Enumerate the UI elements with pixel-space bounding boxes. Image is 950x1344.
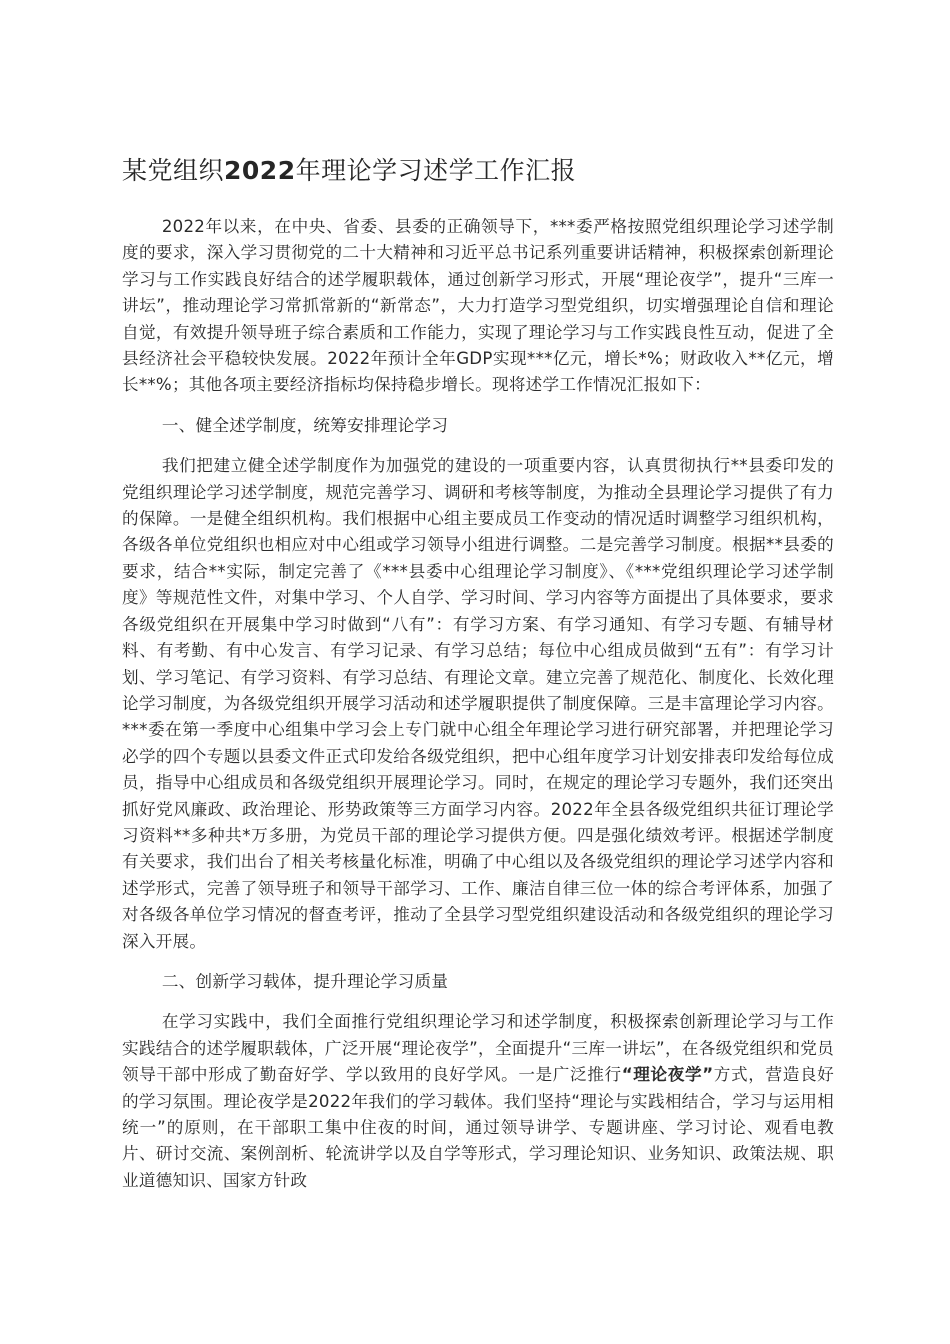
section-1-heading: 一、健全述学制度，统筹安排理论学习 <box>161 415 449 435</box>
section-2-body <box>122 1009 834 1194</box>
title-suffix: 年理论学习述学工作汇报 <box>295 156 577 185</box>
title-prefix: 某党组织 <box>122 156 225 185</box>
section-2-body-emphasis: “理论夜学” <box>621 1065 714 1085</box>
section-2-body-part-a: 在学习实践中，我们全面推行党组织理论学习和述学制度，积极探索创新理论学习与工作实践结合的述学履职载体，广泛开展“理论夜学”，全面提升“三库一讲坛”，在各级党组织和党员领导干部中形成了勤奋好学、学以致用的良好学风。一是广泛推行 <box>122 1012 834 1085</box>
document-page <box>122 150 834 1208</box>
section-2-heading: 二、创新学习载体，提升理论学习质量 <box>161 971 449 991</box>
section-2-body-part-b: 方式，营造良好的学习氛围。理论夜学是2022年我们的学习载体。我们坚持“理论与实践相结合，学习与运用相统一”的原则，在干部职工集中住夜的时间，通过领导讲学、专题讲座、学习讨论、观看电教片、研讨交流、案例剖析、轮流讲学以及自学等形式，学习理论知识、业务知识、政策法规、职业道德知识、国家方针政 <box>122 1065 835 1190</box>
section-1-body: 我们把建立健全述学制度作为加强党的建设的一项重要内容，认真贯彻执行**县委印发的党组织理论学习述学制度，规范完善学习、调研和考核等制度，为推动全县理论学习提供了有力的保障。一是健全组织机构。我们根据中心组主要成员工作变动的情况适时调整学习组织机构，各级各单位党组织也相应对中心组或学习领导小组进行调整。二是完善学习制度。根据**县委的要求，结合**实际，制定完善了《***县委中心组理论学习制度》、《***党组织理论学习述学制度》等规范性文件，对集中学习、个人自学、学习时间、学习内容等方面提出了具体要求，要求各级党组织在开展集中学习时做到“八有”：有学习方案、有学习通知、有学习专题、有辅导材料、有考勤、有中心发言、有学习记录、有学习总结；每位中心组成员做到“五有”：有学习计划、学习笔记、有学习资料、有学习总结、有理论文章。建立完善了规范化、制度化、长效化理论学习制度，为各级党组织开展学习活动和述学履职提供了制度保障。三是丰富理论学习内容。***委在第一季度中心组集中学习会上专门就中心组全年理论学习进行研究部署，并把理论学习必学的四个专题以县委文件正式印发给各级党组织，把中心组年度学习计划安排表印发给每位成员，指导中心组成员和各级党组织开展理论学习。同时，在规定的理论学习专题外，我们还突出抓好党风廉政、政治理论、形势政策等三方面学习内容。2022年全县各级党组织共征订理论学习资料**多种共*万多册，为党员干部的理论学习提供方便。四是强化绩效考评。根据述学制度有关要求，我们出台了相关考核量化标准，明确了中心组以及各级党组织的理论学习述学内容和述学形式，完善了领导班子和领导干部学习、工作、廉洁自律三位一体的综合考评体系，加强了对各级各单位学习情况的督查考评，推动了全县学习型党组织建设活动和各级党组织的理论学习深入开展。 <box>122 456 834 951</box>
document-title <box>122 150 834 192</box>
intro-paragraph: 2022年以来，在中央、省委、县委的正确领导下，***委严格按照党组织理论学习述学制度的要求，深入学习贯彻党的二十大精神和习近平总书记系列重要讲话精神，积极探索创新理论学习与工作实践良好结合的述学履职载体，通过创新学习形式，开展“理论夜学”，提升“三库一讲坛”，推动理论学习常抓常新的“新常态”，大力打造学习型党组织，切实增强理论自信和理论自觉，有效提升领导班子综合素质和工作能力，实现了理论学习与工作实践良性互动，促进了全县经济社会平稳较快发展。2022年预计全年GDP实现***亿元，增长*%；财政收入**亿元，增长**%；其他各项主要经济指标均保持稳步增长。现将述学工作情况汇报如下： <box>122 217 834 395</box>
title-year: 2022 <box>224 156 296 185</box>
